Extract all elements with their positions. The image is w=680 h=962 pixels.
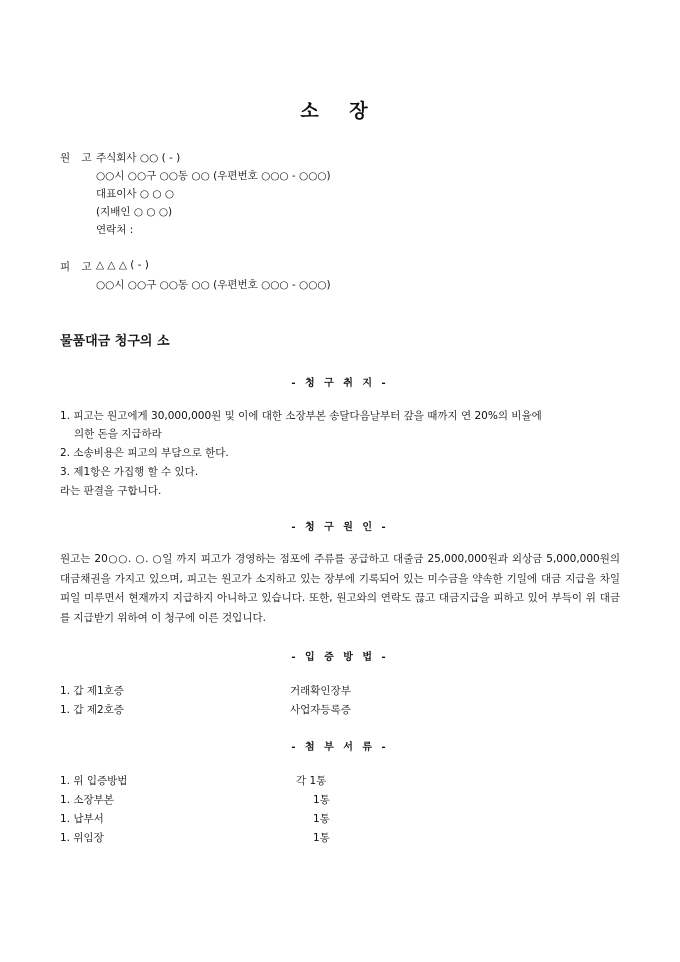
- plaintiff-company: 주식회사 ○○ ( - ): [96, 152, 181, 164]
- document-title: 소 장: [300, 100, 380, 122]
- plaintiff-contact: 연락처 :: [96, 224, 134, 236]
- defendant-address: ○○시 ○○구 ○○동 ○○ (우편번호 ○○○ - ○○○): [96, 279, 331, 291]
- claim-cause-heading: - 청 구 원 인 -: [291, 522, 389, 533]
- attachment-item-4-qty: 1통: [313, 832, 330, 844]
- defendant-name: △ △ △ ( - ): [96, 259, 149, 271]
- claim-purpose-closing: 라는 판결을 구합니다.: [60, 485, 162, 497]
- attachment-item-1-name: 1. 위 입증방법: [60, 775, 128, 787]
- attachment-item-2-qty: 1통: [313, 794, 330, 806]
- attachment-item-2-name: 1. 소장부본: [60, 794, 114, 806]
- claim-purpose-item-3: 3. 제1항은 가집행 할 수 있다.: [60, 466, 199, 478]
- claim-purpose-heading: - 청 구 취 지 -: [291, 378, 389, 389]
- attachment-item-3-qty: 1통: [313, 813, 330, 825]
- attachment-item-3-name: 1. 납부서: [60, 813, 104, 825]
- attachment-item-4-name: 1. 위임장: [60, 832, 104, 844]
- evidence-item-1-no: 1. 갑 제1호증: [60, 685, 124, 697]
- claim-purpose-item-1-cont: 의한 돈을 지급하라: [74, 428, 162, 440]
- evidence-item-2-desc: 사업자등록증: [290, 704, 351, 716]
- plaintiff-address: ○○시 ○○구 ○○동 ○○ (우편번호 ○○○ - ○○○): [96, 170, 331, 182]
- evidence-item-1-desc: 거래확인장부: [290, 685, 351, 697]
- attachments-heading: - 첨 부 서 류 -: [291, 742, 389, 753]
- claim-purpose-item-1: 1. 피고는 원고에게 30,000,000원 및 이에 대한 소장부본 송달다음날부터 갚을 때까지 연 20%의 비율에: [60, 410, 542, 422]
- evidence-heading: - 입 증 방 법 -: [291, 652, 389, 663]
- plaintiff-label: 원 고: [60, 152, 96, 164]
- defendant-label: 피 고: [60, 261, 96, 273]
- plaintiff-ceo: 대표이사 ○ ○ ○: [96, 188, 175, 200]
- evidence-item-2-no: 1. 갑 제2호증: [60, 704, 124, 716]
- claim-purpose-item-2: 2. 소송비용은 피고의 부담으로 한다.: [60, 447, 229, 459]
- plaintiff-manager: (지배인 ○ ○ ○): [96, 206, 173, 218]
- case-title: 물품대금 청구의 소: [60, 334, 170, 349]
- claim-cause-text: 원고는 20○○. ○. ○일 까지 피고가 경영하는 점포에 주류를 공급하고 대줄금 25,000,000원과 외상금 5,000,000원의 대금채권을 가지고 있으며, 피고는 원고가 소지하고 있는 장부에 기록되어 있는 미수금을 약속한 기일에 대금 지급을 차일 피일 미루면서 현재까지 지급하지 아니하고 있습니다. 또한, 원고와의 연락도 끊고 대금지급을 피하고 있어 부득이 위 대금를 지급받기 위하여 이 청구에 이른 것입니다.: [60, 553, 620, 624]
- attachment-item-1-qty: 각 1통: [296, 775, 327, 787]
